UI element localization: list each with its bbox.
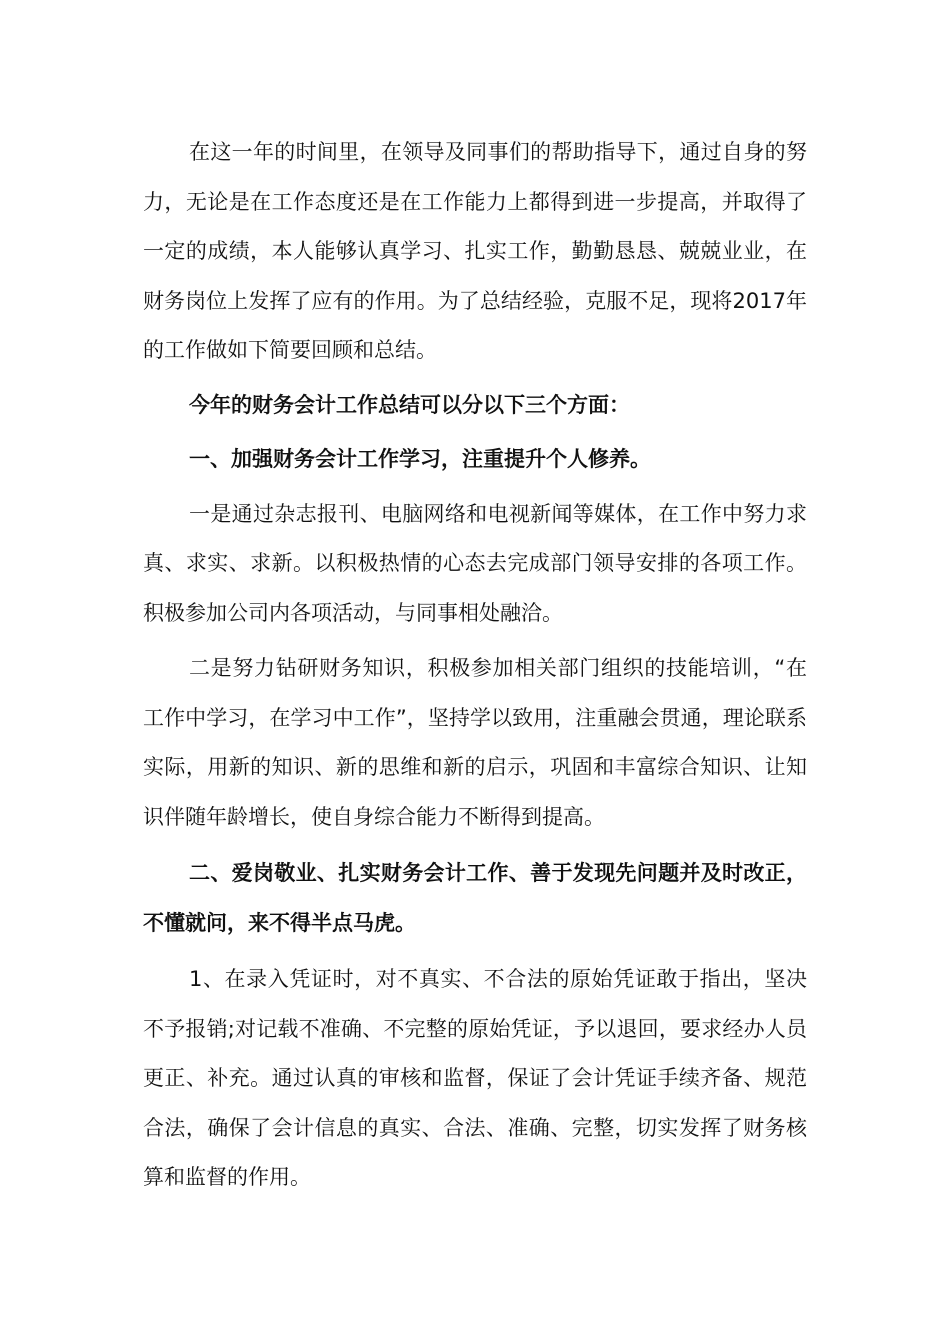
heading-section-1: 一、加强财务会计工作学习，注重提升个人修养。 [189,447,651,471]
paragraph-section-1-item-1: 一是通过杂志报刊、电脑网络和电视新闻等媒体，在工作中努力求真、求实、求新。以积极热情的心态去完成部门领导安排的各项工作。积极参加公司内各项活动，与同事相处融洽。 [143,501,807,625]
heading-section-2: 二、爱岗敬业、扎实财务会计工作、善于发现先问题并及时改正，不懂就问，来不得半点马虎。 [143,861,807,935]
paragraph-intro: 在这一年的时间里，在领导及同事们的帮助指导下，通过自身的努力，无论是在工作态度还是在工作能力上都得到进一步提高，并取得了一定的成绩，本人能够认真学习、扎实工作，勤勤恳恳、兢兢业业，在财务岗位上发挥了应有的作用。为了总结经验，克服不足，现将2017年的工作做如下简要回顾和总结。 [143,140,807,362]
paragraph-section-1-item-2: 二是努力钻研财务知识，积极参加相关部门组织的技能培训，“在工作中学习，在学习中工作”，坚持学以致用，注重融会贯通，理论联系实际，用新的知识、新的思维和新的启示，巩固和丰富综合知识、让知识伴随年龄增长，使自身综合能力不断得到提高。 [143,656,807,829]
paragraph-section-2-item-1: 1、在录入凭证时，对不真实、不合法的原始凭证敢于指出，坚决不予报销;对记载不准确、不完整的原始凭证，予以退回，要求经办人员更正、补充。通过认真的审核和监督，保证了会计凭证手续齐备、规范合法，确保了会计信息的真实、合法、准确、完整，切实发挥了财务核算和监督的作用。 [143,967,807,1189]
paragraph-overview: 今年的财务会计工作总结可以分以下三个方面： [189,392,630,417]
document-body [143,128,807,1203]
